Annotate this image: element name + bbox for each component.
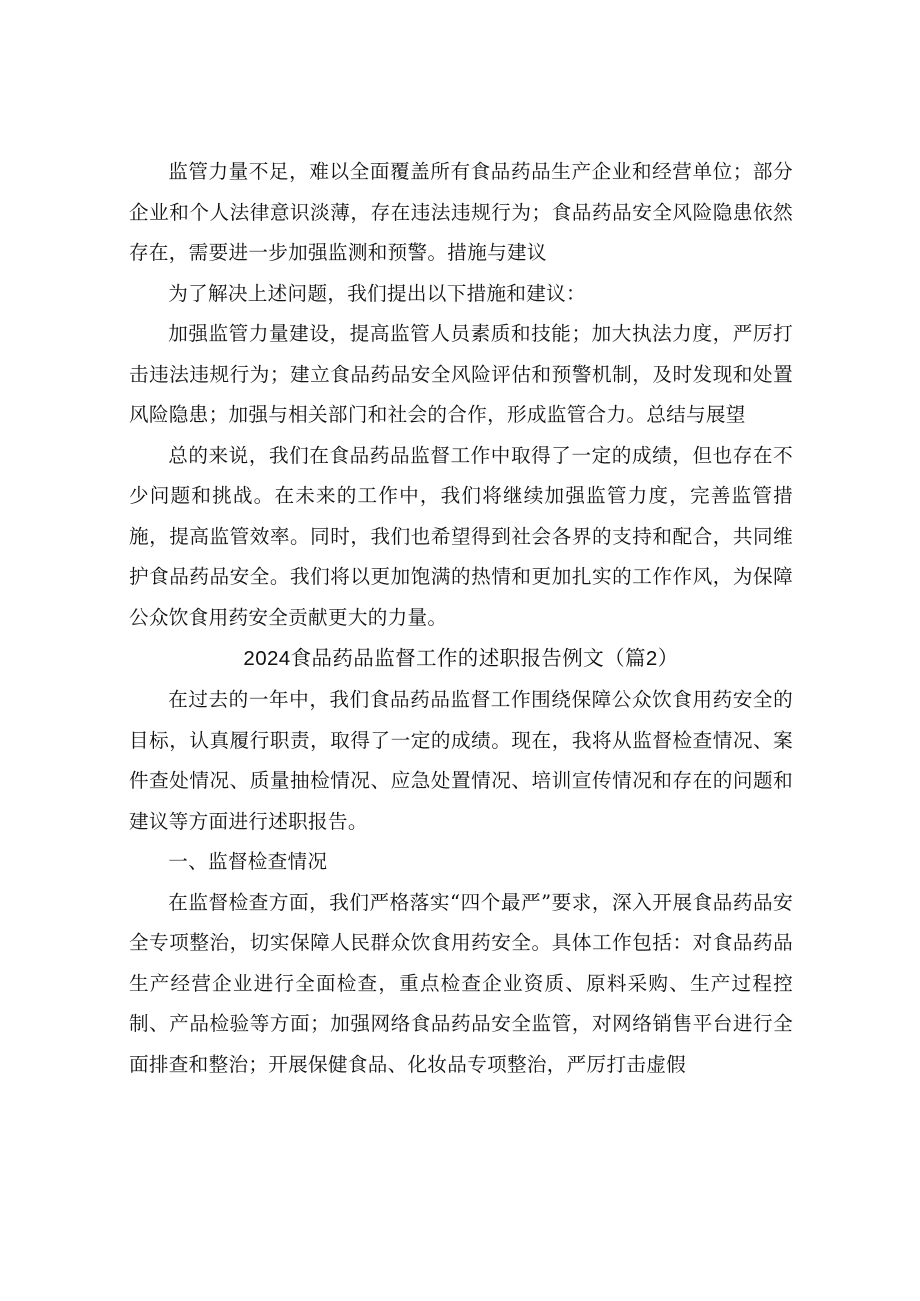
paragraph-summary: 总的来说，我们在食品药品监督工作中取得了一定的成绩，但也存在不少问题和挑战。在未来的工作中，我们将继续加强监管力度，完善监管措施，提高监管效率。同时，我们也希望得到社会各界的支持和配合，共同维护食品药品安全。我们将以更加饱满的热情和更加扎实的工作作风，为保障公众饮食用药安全贡献更大的力量。 bbox=[129, 443, 793, 629]
paragraph-intro: 在过去的一年中，我们食品药品监督工作围绕保障公众饮食用药安全的目标，认真履行职责，取得了一定的成绩。现在，我将从监督检查情况、案件查处情况、质量抽检情况、应急处置情况、培训宣传情况和存在的问题和建议等方面进行述职报告。 bbox=[129, 688, 793, 833]
subsection-title: 一、监督检查情况 bbox=[168, 850, 328, 873]
document-page bbox=[129, 152, 793, 1085]
paragraph-supervision-shortcomings: 监管力量不足，难以全面覆盖所有食品药品生产企业和经营单位；部分企业和个人法律意识淡薄，存在违法违规行为；食品药品安全风险隐患依然存在，需要进一步加强监测和预警。措施与建议 bbox=[129, 160, 793, 264]
paragraph-supervision-inspection: 在监督检查方面，我们严格落实“四个最严”要求，深入开展食品药品安全专项整治，切实保障人民群众饮食用药安全。具体工作包括：对食品药品生产经营企业进行全面检查，重点检查企业资质、原料采购、生产过程控制、产品检验等方面；加强网络食品药品安全监管，对网络销售平台进行全面排查和整治；开展保健食品、化妆品专项整治，严厉打击虚假 bbox=[129, 890, 793, 1076]
section-title: 2024食品药品监督工作的述职报告例文（篇2） bbox=[243, 647, 679, 670]
paragraph-measures-list: 加强监管力量建设，提高监管人员素质和技能；加大执法力度，严厉打击违法违规行为；建立食品药品安全风险评估和预警机制，及时发现和处置风险隐患；加强与相关部门和社会的合作，形成监管合力。总结与展望 bbox=[129, 322, 793, 426]
paragraph-measures-intro: 为了解决上述问题，我们提出以下措施和建议： bbox=[168, 281, 586, 305]
